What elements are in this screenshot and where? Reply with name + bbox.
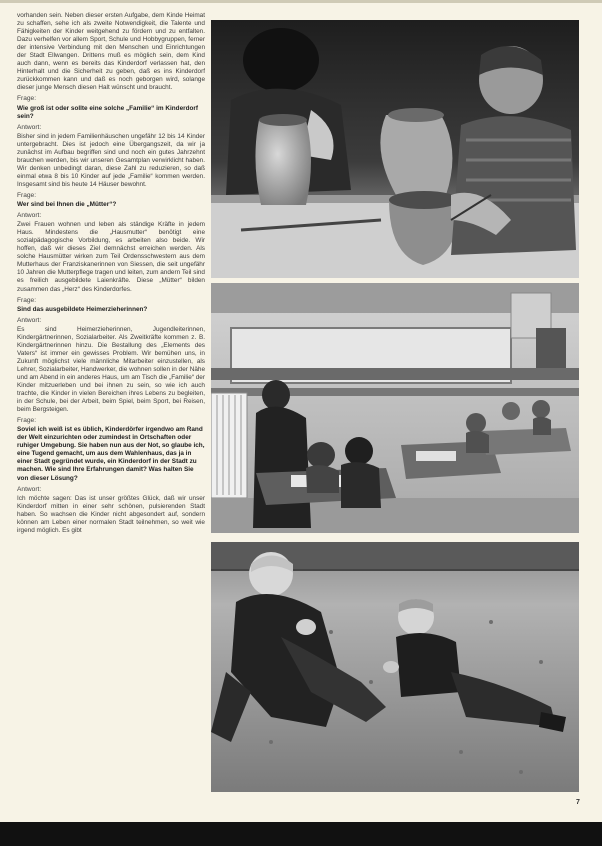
answer-text: Zwei Frauen wohnen und leben als ständige Kräfte in jedem Haus. Mindestens die „Hausmutter“ benötigt eine sozialpädagogische Vorbildung, es arbeiten also beide. Wir hoffen, daß wir dieses Ziel demnächst erreichen werden. Als solche Hausmütter wirken zum Teil Ordensschwestern aus dem Mutterhaus der Franziskanerinnen von Siessen, die seit ungefähr 10 Jahren die Mutterpflege tragen und leiten, zum andern Teil sind es freilich ausgebildete Laienkräfte. Diese „Mütter“ bilden zusammen das „Herz“ des Kinderdorfes. (17, 221, 205, 293)
question-text: Wie groß ist oder sollte eine solche „Familie“ im Kinderdorf sein? (17, 104, 199, 120)
qa-block-1 (17, 95, 205, 189)
text-column (17, 12, 205, 804)
answer-label: Antwort: (17, 485, 42, 493)
question-label: Frage: (17, 191, 37, 199)
answer-label: Antwort: (17, 123, 42, 131)
answer-text: Ich möchte sagen: Das ist unser größtes Glück, daß wir unser Kinderdorf mitten in einer sehr schönen, pulsierenden Stadt haben. So wachsen die Kinder nicht abgesondert auf, sondern können am Leben einer normalen Stadt teilnehmen, so weit wie irgend möglich. Es gibt (17, 494, 205, 534)
question-text: Sind das ausgebildete Heimerzieherinnen? (17, 305, 148, 313)
classroom-photo (211, 283, 579, 533)
answer-text: Bisher sind in jedem Familienhäuschen ungefähr 12 bis 14 Kinder untergebracht. Dies ist jedoch eine Übergangszeit, da wir ja zunächst im Aufbau begriffen sind und noch ein gutes Jahrzehnt brauchen werden, bis wir unseren Gesamtplan verwirklicht haben. Wir denken unbedingt daran, diese Zahl zu reduzieren, so daß einmal etwa 8 bis 10 Kinder auf jede „Familie“ kommen werden. Insgesamt sind bis heute 14 Häuser bewohnt. (17, 132, 205, 188)
qa-block-2 (17, 192, 205, 294)
question-label: Frage: (17, 296, 37, 304)
question-label: Frage: (17, 95, 37, 103)
qa-block-3 (17, 297, 205, 415)
top-edge (0, 0, 602, 3)
pottery-photo (211, 20, 579, 278)
answer-label: Antwort: (17, 316, 42, 324)
answer-label: Antwort: (17, 212, 42, 220)
question-text: Soviel ich weiß ist es üblich, Kinderdörfer irgendwo am Rand der Welt einzurichten oder zumindest in Ortschaften oder ruhiger Umgebung. Sie haben nun aus der Not, so glaube ich, eine Tugend gemacht, um aus dem Wahlenhaus, das ja in einer Stadt gegründet wurde, ein Kinderdorf in der Stadt zu machen. Wie sind Ihre Erfahrungen damit? Was halten Sie von dieser Lösung? (17, 426, 205, 482)
intro-paragraph: vorhanden sein. Neben dieser ersten Aufgabe, dem Kinde Heimat zu schaffen, sehe ich als zweite Notwendigkeit, die Talente und Fähigkeiten der Kinder weitgehend zu fördern und zu entfalten. Dazu verhelfen vor allem Sport, Schule und Hobbygruppen, ferner der intensive Verbindung mit den Menschen und Einrichtungen der Stadt Ellwangen. Drittens muß es möglich sein, dem Kind auch dann, wenn es bereits das Kinderdorf verlassen hat, den Hinterhalt und die Sicherheit zu geben, daß es ins Kinderdorf zurückkommen kann und daß es noch geborgen wird, solange dieser junge Mensch diesen Halt wünscht und braucht. (17, 12, 205, 92)
question-label: Frage: (17, 417, 37, 425)
answer-text: Es sind Heimerzieherinnen, Jugendleiterinnen, Kindergärtnerinnen, Sozialarbeiter. Als Zweitkräfte kommen z. B. Kindergärtnerinnen hinzu. Die Bestallung des „Elements des Vaters“ ist immer ein gewisses Problem. Wir bemühen uns, in Zukunft möglichst viele männliche Mitarbeiter einzustellen, als Lehrer, Sozialarbeiter, Handwerker, die wohnen sollen in der Nähe und am Abend in ein anderes Haus, um am Tisch die „Familie“ der Kinder mitzuerleben und bei ihnen zu sein, so wie ich auch trachte, die Kinder in vielen Bereichen ihres Lebens zu begleiten, in der Schule, bei der Arbeit, beim Spiel, beim Sport, bei Reisen, beim Bergsteigen. (17, 325, 205, 414)
page-number: 7 (576, 799, 580, 806)
qa-block-4 (17, 417, 205, 535)
lawn-photo (211, 542, 579, 792)
bottom-edge (0, 822, 602, 846)
question-text: Wer sind bei Ihnen die „Mütter“? (17, 201, 117, 209)
